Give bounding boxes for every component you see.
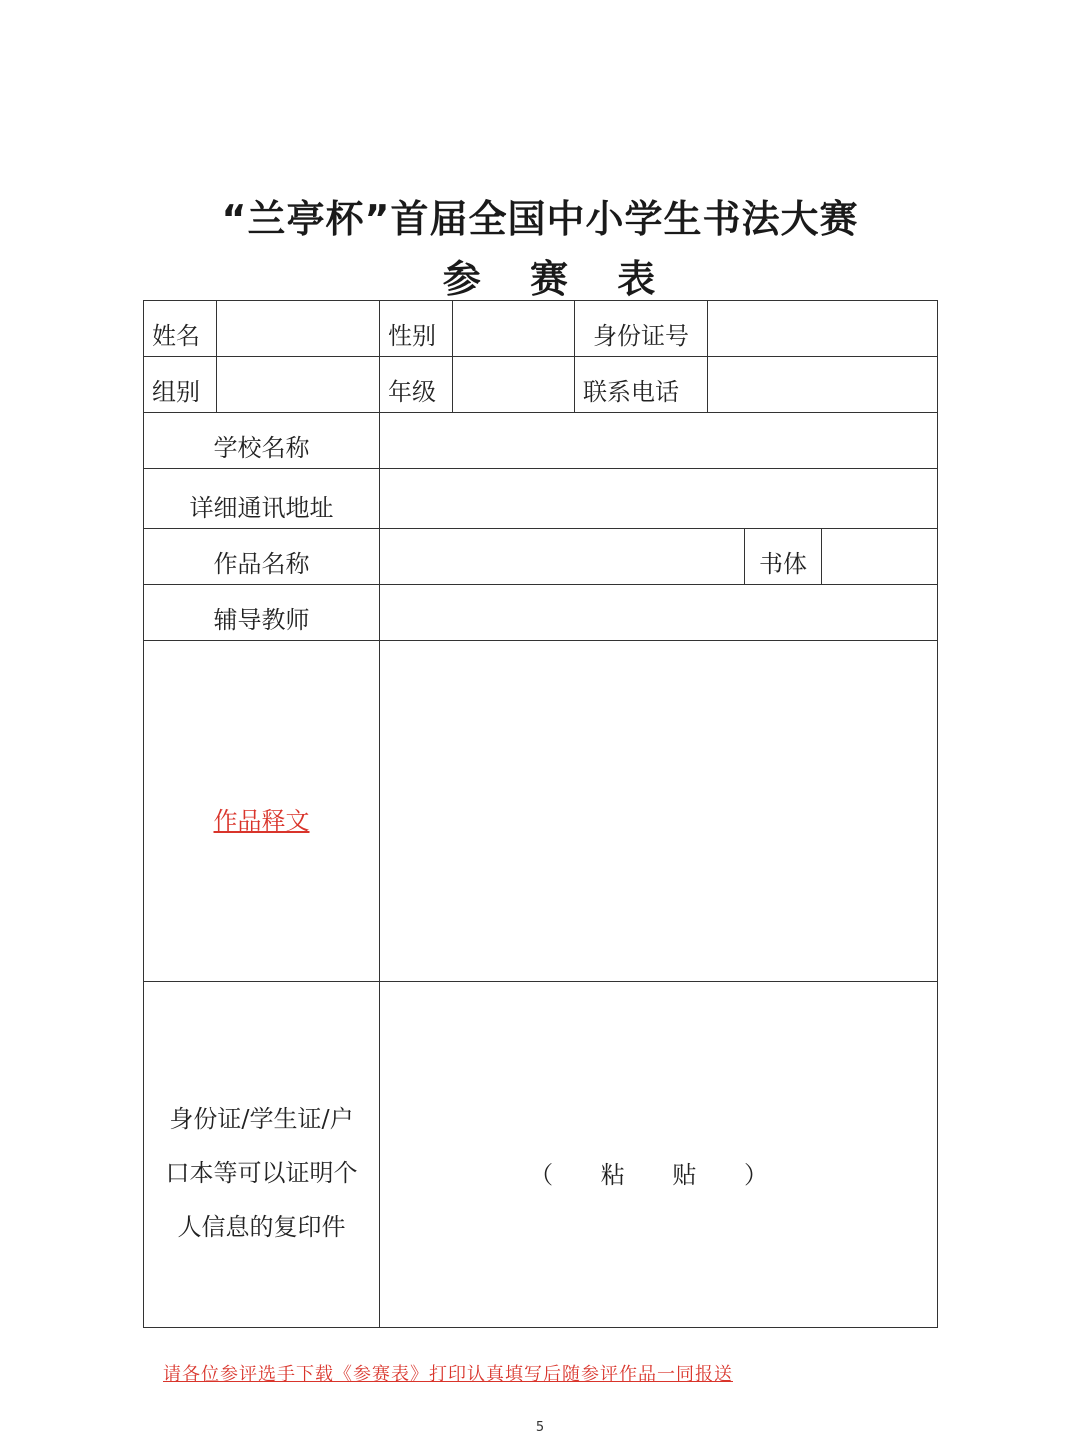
document-subtitle: 参 赛 表 [442,257,674,301]
id-copy-paste-area[interactable] [380,982,938,1328]
id-copy-line-2: 口本等可以证明个 [165,1158,358,1187]
footer-note: 请各位参评选手下载《参赛表》打印认真填写后随参评作品一同报送 [163,1364,733,1385]
school-field[interactable] [380,413,938,469]
tutor-field[interactable] [380,585,938,641]
gender-field[interactable] [453,301,575,357]
name-field[interactable] [217,301,380,357]
id-copy-line-1: 身份证/学生证/户 [169,1104,354,1133]
page-number: 5 [535,1420,545,1435]
address-label: 详细通讯地址 [144,469,380,529]
entry-form-table [143,300,938,1328]
address-field[interactable] [380,469,938,529]
grade-label: 年级 [380,357,453,413]
document-title: “兰亭杯”首届全国中小学生书法大赛 [221,197,859,241]
tutor-label: 辅导教师 [144,585,380,641]
work-name-field[interactable] [380,529,745,585]
id-number-field[interactable] [708,301,938,357]
work-text-label[interactable]: 作品释文 [213,806,310,835]
work-name-label: 作品名称 [144,529,380,585]
school-label: 学校名称 [144,413,380,469]
paste-label: （ 粘 贴 ） [529,1161,788,1189]
id-copy-label [144,982,380,1328]
phone-label: 联系电话 [575,357,708,413]
name-label: 姓名 [144,301,217,357]
group-field[interactable] [217,357,380,413]
group-label: 组别 [144,357,217,413]
work-text-field[interactable] [380,641,938,982]
script-style-field[interactable] [822,529,938,585]
phone-field[interactable] [708,357,938,413]
grade-field[interactable] [453,357,575,413]
id-number-label: 身份证号 [575,301,708,357]
id-copy-line-3: 人信息的复印件 [177,1212,346,1241]
gender-label: 性别 [380,301,453,357]
script-style-label: 书体 [745,529,822,585]
